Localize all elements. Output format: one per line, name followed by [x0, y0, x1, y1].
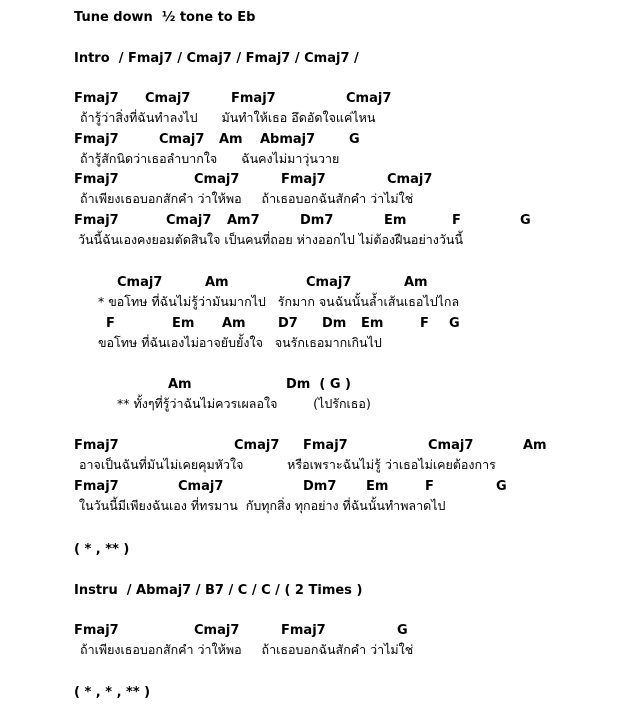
chord: Fmaj7 — [74, 172, 119, 187]
chord: Cmaj7 — [159, 132, 205, 147]
lyric-line: * ขอโทษ ที่ฉันไม่รู้ว่ามันมากไป รักมาก จนฉันนั้นล้ำเส้นเธอไปไกล — [98, 294, 460, 309]
chord: Cmaj7 — [194, 172, 240, 187]
chord: G — [496, 479, 507, 494]
chord: Am — [523, 438, 547, 453]
lyric-line: ถ้าเพียงเธอบอกสักคำ ว่าให้พอ ถ้าเธอบอกฉันสักคำ ว่าไม่ใช่ — [80, 191, 414, 206]
chord: Cmaj7 — [387, 172, 433, 187]
chord: G — [520, 213, 531, 228]
chord: Cmaj7 — [117, 275, 163, 290]
chord: Am — [404, 275, 428, 290]
chord: Fmaj7 — [231, 91, 276, 106]
chord: Am — [205, 275, 229, 290]
chord: Fmaj7 — [281, 172, 326, 187]
chord: Am — [168, 377, 192, 392]
chord: Cmaj7 — [145, 91, 191, 106]
intro-line: Intro / Fmaj7 / Cmaj7 / Fmaj7 / Cmaj7 / — [74, 51, 359, 66]
chord: Cmaj7 — [306, 275, 352, 290]
chord: D7 — [278, 316, 298, 331]
lyric-line: ขอโทษ ที่ฉันเองไม่อาจยับยั้งใจ จนรักเธอมากเกินไป — [98, 335, 382, 350]
chord: Fmaj7 — [74, 438, 119, 453]
chord: Am — [219, 132, 243, 147]
chord: Fmaj7 — [74, 132, 119, 147]
lyric-line: วันนี้ฉันเองคงยอมตัดสินใจ เป็นคนที่ถอย ห่างออกไป ไม่ต้องฝืนอย่างวันนี้ — [78, 232, 463, 247]
chord: Fmaj7 — [74, 213, 119, 228]
lyric-line: อาจเป็นฉันที่มันไม่เคยคุมหัวใจ หรือเพราะฉันไม่รู้ ว่าเธอไม่เคยต้องการ — [79, 457, 496, 472]
lyric-line: ถ้ารู้สักนิดว่าเธอลำบากใจ ฉันคงไม่มาวุ่นวาย — [80, 151, 340, 166]
chord: Cmaj7 — [194, 623, 240, 638]
chord: Dm7 — [300, 213, 334, 228]
lyric-line: ** ทั้งๆที่รู้ว่าฉันไม่ควรเผลอใจ (ไปรักเธอ) — [117, 396, 371, 411]
chord: F — [420, 316, 429, 331]
chord: Am7 — [227, 213, 260, 228]
chord: Abmaj7 — [260, 132, 316, 147]
lyric-line: ถ้าเพียงเธอบอกสักคำ ว่าให้พอ ถ้าเธอบอกฉันสักคำ ว่าไม่ใช่ — [80, 642, 414, 657]
chord: F — [452, 213, 461, 228]
chord: Am — [222, 316, 246, 331]
chord: Em — [172, 316, 195, 331]
lyric-line: ถ้ารู้ว่าสิ่งที่ฉันทำลงไป มันทำให้เธอ อึดอัดใจแค่ไหน — [80, 110, 376, 125]
chord: F — [106, 316, 115, 331]
chord: Fmaj7 — [74, 479, 119, 494]
chord: Cmaj7 — [346, 91, 392, 106]
lyric-line: ในวันนี้มีเพียงฉันเอง ที่ทรมาน กับทุกสิ่ง ทุกอย่าง ที่ฉันนั้นทำพลาดไป — [79, 498, 446, 513]
chord: Em — [361, 316, 384, 331]
chord: G — [349, 132, 360, 147]
chord: G — [449, 316, 460, 331]
chord: Cmaj7 — [234, 438, 280, 453]
chord: Dm ( G ) — [286, 377, 351, 392]
chord: Cmaj7 — [178, 479, 224, 494]
chord: Fmaj7 — [281, 623, 326, 638]
repeat-marker-final: ( * , * , ** ) — [74, 685, 151, 700]
tuning-note: Tune down ½ tone to Eb — [74, 10, 256, 25]
chord: Cmaj7 — [166, 213, 212, 228]
chord: Cmaj7 — [428, 438, 474, 453]
chord: Fmaj7 — [303, 438, 348, 453]
chord: F — [425, 479, 434, 494]
chord: Em — [384, 213, 407, 228]
chord: Fmaj7 — [74, 91, 119, 106]
repeat-marker: ( * , ** ) — [74, 542, 130, 557]
chord: Fmaj7 — [74, 623, 119, 638]
chord: Em — [366, 479, 389, 494]
instrumental-line: Instru / Abmaj7 / B7 / C / C / ( 2 Times ) — [74, 583, 363, 598]
chord: Dm — [322, 316, 347, 331]
chord: G — [397, 623, 408, 638]
chord: Dm7 — [303, 479, 337, 494]
